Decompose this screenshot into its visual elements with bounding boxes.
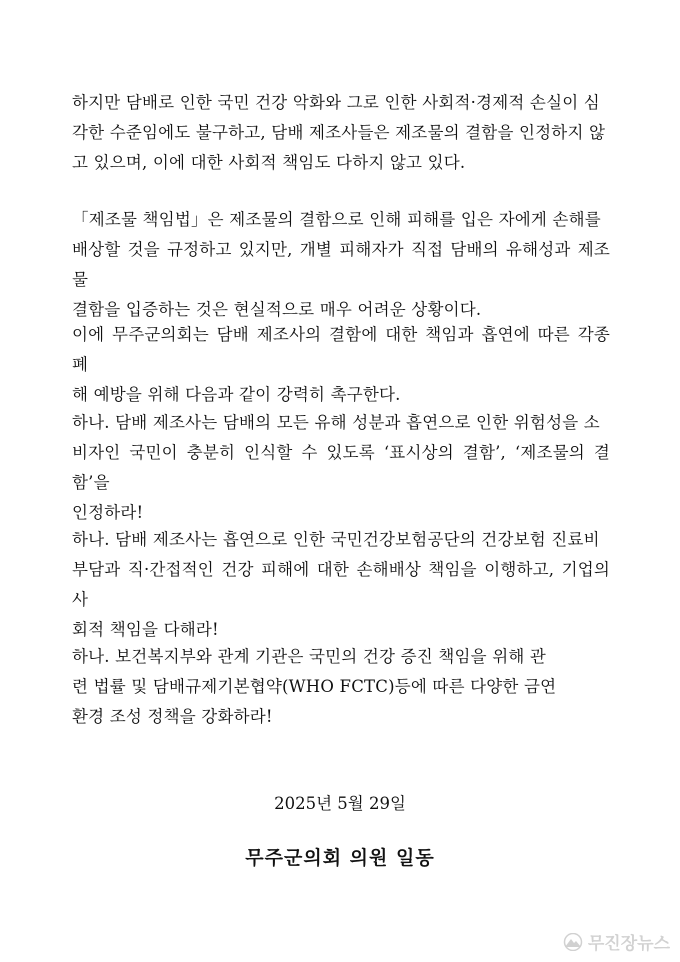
paragraph-line: 하나. 담배 제조사는 담배의 모든 유해 성분과 흡연으로 인한 위험성을 소 [72,413,600,432]
paragraph-line: 련 법률 및 담배규제기본협약(WHO FCTC)등에 따른 다양한 금연 [72,677,557,696]
paragraph-line: 부담과 직·간접적인 건강 피해에 대한 손해배상 책임을 이행하고, 기업의 사 [72,560,610,609]
paragraph-line: 고 있으며, 이에 대한 사회적 책임도 다하지 않고 있다. [72,153,466,172]
paragraph-line: 하나. 담배 제조사는 흡연으로 인한 국민건강보험공단의 건강보험 진료비 [72,530,600,549]
signature: 무주군의회 의원 일동 [245,847,435,869]
paragraph-line: 하나. 보건복지부와 관계 기관은 국민의 건강 증진 책임을 위해 관 [72,647,547,666]
paragraph-line: 해 예방을 위해 다음과 같이 강력히 촉구한다. [72,385,401,404]
demand-1 [72,408,610,528]
watermark-text: 무진장뉴스 [587,934,670,954]
paragraph-2 [72,205,610,325]
paragraph-line: 하지만 담배로 인한 국민 건강 악화와 그로 인한 사회적·경제적 손실이 심 [72,93,600,112]
paragraph-line: 환경 조성 정책을 강화하라! [72,707,273,726]
mountain-logo-icon [562,933,584,951]
demand-2 [72,525,610,645]
paragraph-3 [72,320,610,410]
paragraph-line: 결함을 입증하는 것은 현실적으로 매우 어려운 상황이다. [72,300,482,319]
demand-3 [72,642,610,732]
paragraph-line: 비자인 국민이 충분히 인식할 수 있도록 ‘표시상의 결함’, ‘제조물의 결함’을 [72,443,610,492]
paragraph-line: 각한 수준임에도 불구하고, 담배 제조사들은 제조물의 결함을 인정하지 않 [72,123,606,142]
document-date: 2025년 5월 29일 [274,794,406,813]
paragraph-line: 배상할 것을 규정하고 있지만, 개별 피해자가 직접 담배의 유해성과 제조물 [72,240,610,289]
paragraph-line: 이에 무주군의회는 담배 제조사의 결함에 대한 책임과 흡연에 따른 각종 폐 [72,325,610,374]
paragraph-line: 회적 책임을 다해라! [72,620,219,639]
paragraph-line: 「제조물 책임법」은 제조물의 결함으로 인해 피해를 입은 자에게 손해를 [72,210,601,229]
watermark [562,929,670,954]
paragraph-line: 인정하라! [72,503,144,522]
paragraph-1 [72,88,610,178]
